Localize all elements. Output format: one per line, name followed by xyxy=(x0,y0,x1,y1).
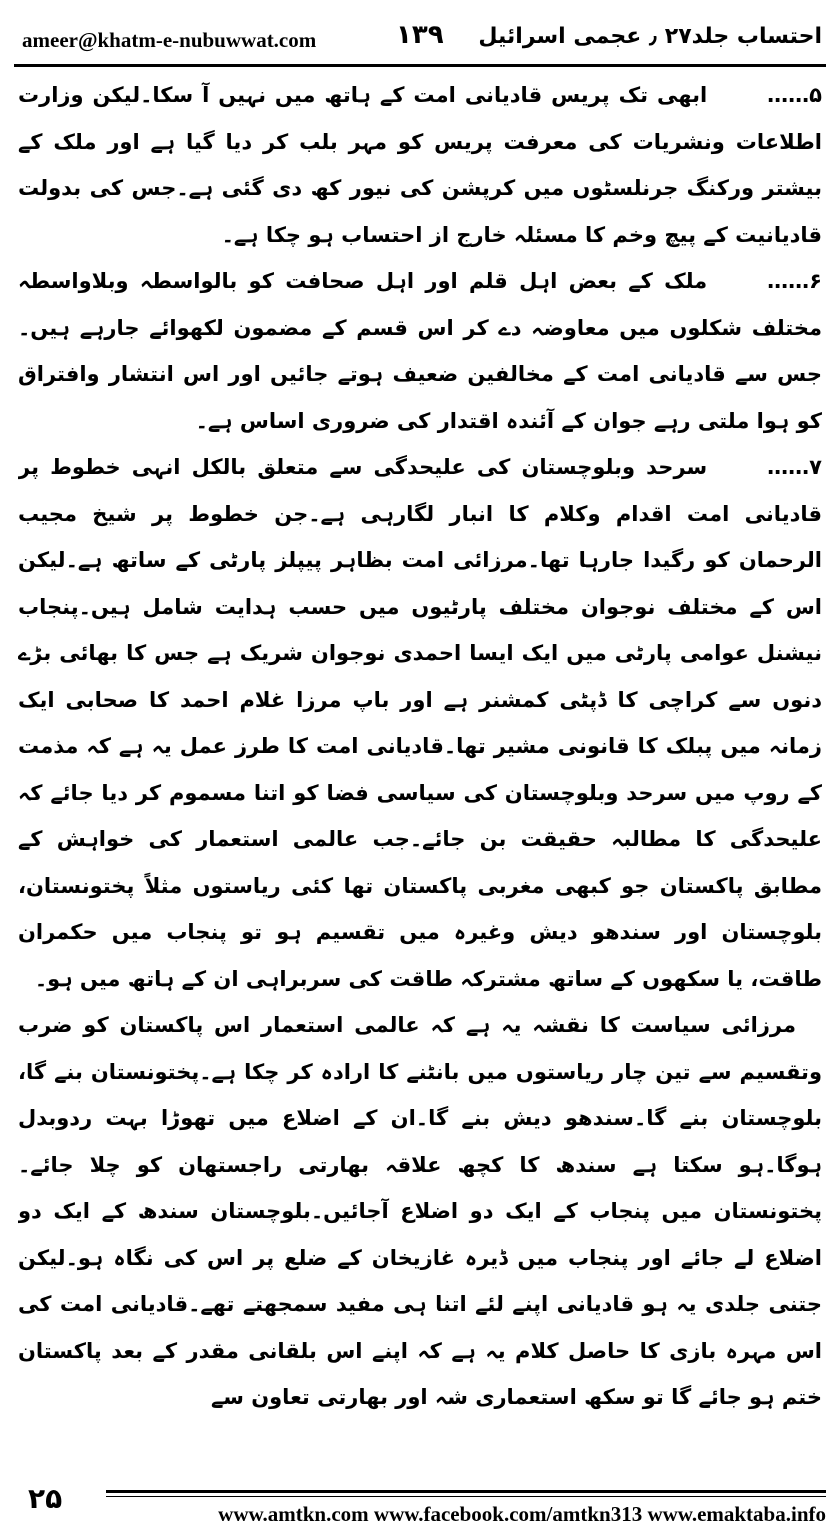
paragraph-text: سرحد وبلوچستان کی علیحدگی سے متعلق بالکل انہی خطوط پر قادیانی امت اقدام وکلام کا انبار لگارہی ہے۔جن خطوط پر شیخ مجیب الرحمان کو رگیدا جارہا تھا۔مرزائی امت بظاہر پیپلز پارٹی کے ساتھ ہے۔لیکن اس کے مختلف نوجوان مختلف پارٹیوں میں حسب ہدایت شامل ہیں۔پنجاب نیشنل عوامی پارٹی میں ایک ایسا احمدی نوجوان شریک ہے جس کا بھائی بڑے دنوں سے کراچی کا ڈپٹی کمشنر ہے اور باپ مرزا غلام احمد کا صحابی ایک زمانہ میں پبلک کا قانونی مشیر تھا۔قادیانی امت کا طرز عمل یہ ہے کہ مذمت کے روپ میں سرحد وبلوچستان کی سیاسی فضا کو اتنا مسموم کر دیا جائے کہ علیحدگی کا مطالبہ حقیقت بن جائے۔جب عالمی استعمار کی خواہش کے مطابق پاکستان جو کبھی مغربی پاکستان تھا کئی ریاستوں مثلاً پختونستان، بلوچستان اور سندھو دیش وغیرہ میں تقسیم ہو تو پنجاب میں حکمران طاقت، یا سکھوں کے ساتھ مشترکہ طاقت کی سربراہی ان کے ہاتھ میں ہو۔ xyxy=(18,455,822,991)
footer-page-number: ۲۵ xyxy=(28,1482,63,1515)
paragraph-text: مرزائی سیاست کا نقشہ یہ ہے کہ عالمی استعمار اس پاکستان کو ضرب وتقسیم سے تین چار ریاستوں میں بانٹنے کا ارادہ کر چکا ہے۔پختونستان بنے گا، بلوچستان بنے گا۔سندھو دیش بنے گا۔ان کے اضلاع میں تھوڑا بہت ردوبدل ہوگا۔ہو سکتا ہے سندھ کا کچھ علاقہ بھارتی راجستھان کو چلا جائے۔پختونستان میں پنجاب کے ایک دو اضلاع آجائیں۔بلوچستان سندھ کے ایک دو اضلاع لے جائے اور پنجاب میں ڈیرہ غازیخان کے ضلع پر اس کی نگاہ ہو۔لیکن جتنی جلدی یہ ہو قادیانی اپنے لئے اتنا ہی مفید سمجھتے تھے۔قادیانی امت کی اس مہرہ بازی کا حاصل کلام یہ ہے کہ اپنے اس بلقانی مقدر کے بعد پاکستان ختم ہو جائے گا تو سکھ استعماری شہ اور بھارتی تعاون سے xyxy=(18,1013,822,1409)
footer-rule-thin xyxy=(106,1496,826,1497)
header-book-title: احتساب جلد۲۷ ٫ عجمی اسرائیل xyxy=(478,24,822,49)
footer-rule-thick xyxy=(106,1490,826,1493)
paragraph-number: ۷…… xyxy=(767,455,822,479)
page-body xyxy=(18,72,822,1468)
footer-links: www.amtkn.com www.facebook.com/amtkn313 www.emaktaba.info xyxy=(218,1502,826,1526)
paragraph-7 xyxy=(18,444,822,1002)
header-page-number: ۱۳۹ xyxy=(396,20,444,50)
header-rule xyxy=(14,64,826,67)
paragraph-number: ۵…… xyxy=(767,83,822,107)
page-footer xyxy=(14,1482,826,1534)
paragraph-text: ملک کے بعض اہل قلم اور اہل صحافت کو بالواسطہ وبلاواسطہ مختلف شکلوں میں معاوضہ دے کر اس قسم کے مضمون لکھوائے جارہے ہیں۔جس سے قادیانی امت کے مخالفین ضعیف ہوتے جائیں اور اس انتشار وافتراق کو ہوا ملتی رہے جوان کے آئندہ اقتدار کی ضروری اساس ہے۔ xyxy=(18,269,822,433)
paragraph-6 xyxy=(18,258,822,444)
paragraph-text: ابھی تک پریس قادیانی امت کے ہاتھ میں نہیں آ سکا۔لیکن وزارت اطلاعات ونشریات کی معرفت پریس کو مہر بلب کر دیا گیا ہے اور ملک کے بیشتر ورکنگ جرنلسٹوں میں کرپشن کی نیور کھ دی گئی ہے۔جس کی بدولت قادیانیت کے پیچ وخم کا مسئلہ خارج از احتساب ہو چکا ہے۔ xyxy=(18,83,822,247)
page-header xyxy=(14,14,826,62)
paragraph-5 xyxy=(18,72,822,258)
header-email: ameer@khatm-e-nubuwwat.com xyxy=(22,28,317,52)
paragraph-mirzai-politics xyxy=(18,1002,822,1421)
paragraph-number: ۶…… xyxy=(767,269,822,293)
